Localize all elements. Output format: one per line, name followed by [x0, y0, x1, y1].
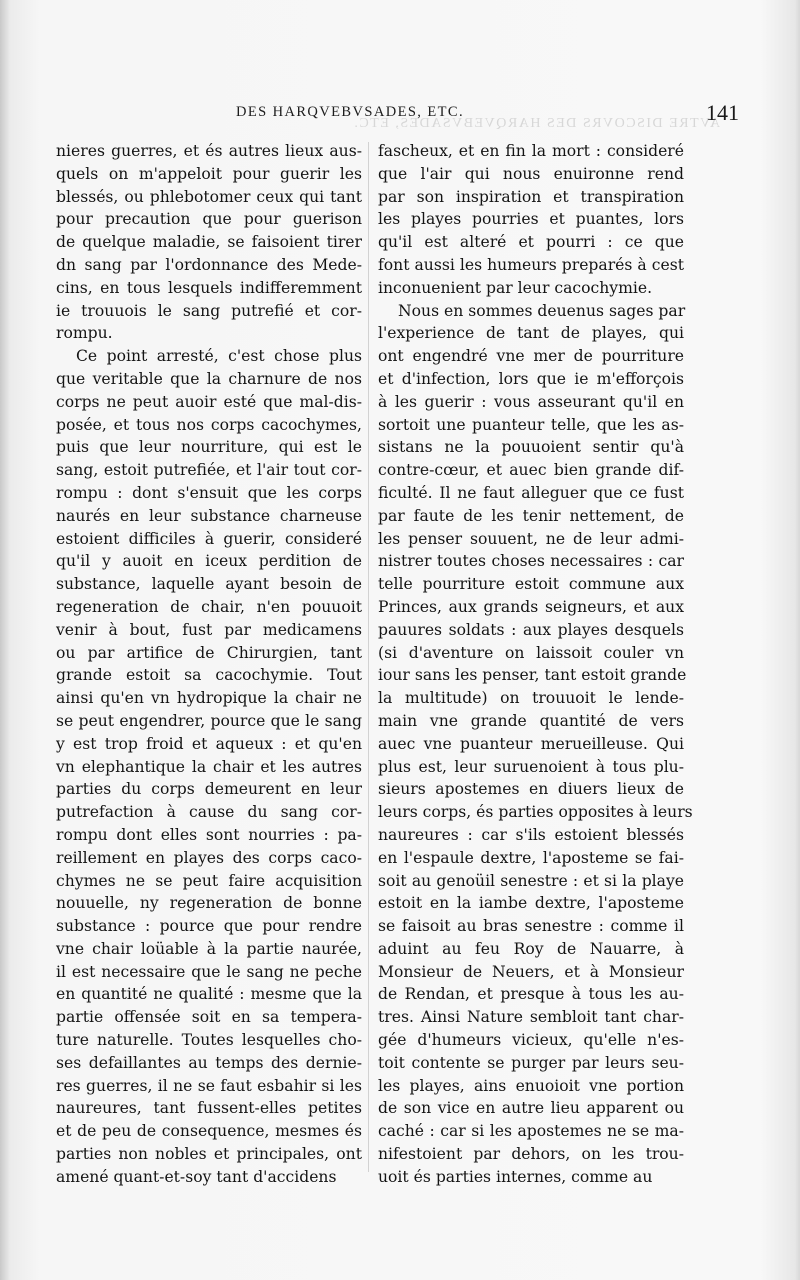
text-line: sortoit une puanteur telle, que les as-: [378, 415, 684, 434]
text-line: iour sans les penser, tant estoit grande: [378, 666, 687, 685]
text-line: Ce point arresté, c'est chose plus: [76, 347, 362, 366]
text-line: la multitude) on trouuoit le lende-: [378, 689, 684, 708]
text-line: estoit en la iambe dextre, l'aposteme: [378, 894, 684, 913]
text-line: dn sang par l'ordonnance des Mede-: [56, 255, 362, 274]
text-line: vne chair loüable à la partie naurée,: [56, 939, 362, 958]
text-line: chymes ne se peut faire acquisition: [56, 871, 362, 890]
text-line: se faisoit au bras senestre : comme il: [378, 917, 684, 936]
text-line: sang, estoit putrefiée, et l'air tout cor-: [56, 461, 362, 480]
right-text-column: [378, 140, 693, 1189]
text-line: font aussi les humeurs preparés à cest: [378, 255, 684, 274]
text-line: à les guerir : vous asseurant qu'il en: [378, 392, 684, 411]
text-line: par son inspiration et transpiration: [378, 187, 684, 206]
text-line: ainsi qu'en vn hydropique la chair ne: [56, 689, 362, 708]
text-line: regeneration de chair, n'en pouuoit: [56, 597, 362, 616]
text-line: naureures, tant fussent-elles petites: [56, 1099, 362, 1118]
text-line: qu'il y auoit en iceux perdition de: [56, 552, 362, 571]
text-line: que veritable que la charnure de nos: [56, 369, 362, 388]
text-line: rompu : dont s'ensuit que les corps: [56, 483, 362, 502]
text-line: pour precaution que pour guerison: [56, 210, 362, 229]
text-line: ie trouuois le sang putrefié et cor-: [56, 301, 362, 320]
text-line: caché : car si les apostemes ne se ma-: [378, 1122, 684, 1141]
text-line: naurés en leur substance charneuse: [56, 506, 362, 525]
text-line: en l'espaule dextre, l'aposteme se fai-: [378, 848, 684, 867]
text-line: par faute de les tenir nettement, de: [378, 506, 684, 525]
text-line: de quelque maladie, se faisoient tirer: [56, 233, 362, 252]
text-line: inconuenient par leur cacochymie.: [378, 278, 653, 297]
text-line: res guerres, il ne se faut esbahir si les: [56, 1076, 362, 1095]
text-line: (si d'aventure on laissoit couler vn: [378, 643, 684, 662]
text-line: grande estoit sa cacochymie. Tout: [56, 666, 362, 685]
text-line: auec vne puanteur merueilleuse. Qui: [378, 734, 684, 753]
left-text-column: [56, 140, 362, 1189]
text-line: rompu dont elles sont nourries : pa-: [56, 825, 362, 844]
text-line: les penser souuent, ne de leur admi-: [378, 529, 684, 548]
text-line: parties non nobles et principales, ont: [56, 1145, 362, 1164]
text-line: putrefaction à cause du sang cor-: [56, 803, 362, 822]
text-line: ficulté. Il ne faut alleguer que ce fust: [378, 483, 684, 502]
text-line: corps ne peut auoir esté que mal-dis-: [56, 392, 362, 411]
text-line: ture naturelle. Toutes lesquelles cho-: [56, 1031, 362, 1050]
text-line: ont engendré vne mer de pourriture: [378, 347, 684, 366]
text-line: en quantité ne qualité : mesme que la: [56, 985, 362, 1004]
text-line: ses defaillantes au temps des dernie-: [56, 1053, 362, 1072]
text-line: parties du corps demeurent en leur: [56, 780, 362, 799]
text-line: toit contente se purger par leurs seu-: [378, 1053, 684, 1072]
text-line: pauures soldats : aux playes desquels: [378, 620, 684, 639]
text-line: naureures : car s'ils estoient blessés: [378, 825, 684, 844]
text-line: contre-cœur, et auec bien grande dif-: [378, 461, 684, 480]
text-line: nieres guerres, et és autres lieux aus-: [56, 142, 362, 160]
text-line: sieurs apostemes en diuers lieux de: [378, 780, 684, 799]
text-line: de Rendan, et presque à tous les au-: [378, 985, 684, 1004]
text-line: blessés, ou phlebotomer ceux qui tant: [56, 187, 362, 206]
text-line: que l'air qui nous enuironne rend: [378, 164, 684, 183]
text-line: vn elephantique la chair et les autres: [56, 757, 362, 776]
text-line: estoient difficiles à guerir, consideré: [56, 529, 362, 548]
text-line: quels on m'appeloit pour guerir les: [56, 164, 362, 183]
text-line: telle pourriture estoit commune aux: [378, 575, 684, 594]
text-line: y est trop froid et aqueux : et qu'en: [56, 734, 362, 753]
text-line: Princes, aux grands seigneurs, et aux: [378, 597, 684, 616]
text-line: de son vice en autre lieu apparent ou: [378, 1099, 684, 1118]
text-line: plus est, leur suruenoient à tous plu-: [378, 757, 684, 776]
text-line: et d'infection, lors que ie m'efforçois: [378, 369, 684, 388]
text-line: nistrer toutes choses necessaires : car: [378, 552, 684, 571]
bleed-through-text: AVTRE DISCOVRS DES HARQVEBVSADES, ETC.: [352, 116, 720, 131]
text-line: partie offensée soit en sa tempera-: [56, 1008, 362, 1027]
text-line: venir à bout, fust par medicamens: [56, 620, 362, 639]
text-line: aduint au feu Roy de Nauarre, à: [378, 939, 684, 958]
text-line: qu'il est alteré et pourri : ce que: [378, 233, 684, 252]
text-line: gée d'humeurs vicieux, qu'elle n'es-: [378, 1031, 684, 1050]
text-line: substance, laquelle ayant besoin de: [56, 575, 362, 594]
text-line: cins, en tous lesquels indifferemment: [56, 278, 362, 297]
text-line: posée, et tous nos corps cacochymes,: [56, 415, 362, 434]
text-line: rompu.: [56, 324, 113, 343]
text-line: leurs corps, és parties opposites à leurs: [378, 803, 693, 822]
text-line: l'experience de tant de playes, qui: [378, 324, 684, 343]
text-line: uoit és parties internes, comme au: [378, 1167, 653, 1186]
text-line: reillement en playes des corps caco-: [56, 848, 362, 867]
text-line: puis que leur nourriture, qui est le: [56, 438, 362, 457]
text-line: les playes, ains enuoioit vne portion: [378, 1076, 684, 1095]
text-line: fascheux, et en fin la mort : consideré: [378, 142, 684, 160]
running-head: DES HARQVEBVSADES, ETC.: [236, 104, 464, 120]
text-line: tres. Ainsi Nature sembloit tant char-: [378, 1008, 684, 1027]
text-line: ou par artifice de Chirurgien, tant: [56, 643, 362, 662]
text-line: il est necessaire que le sang ne peche: [56, 962, 362, 981]
text-line: se peut engendrer, pource que le sang: [56, 711, 362, 730]
text-line: main vne grande quantité de vers: [378, 711, 684, 730]
text-line: Monsieur de Neuers, et à Monsieur: [378, 962, 684, 981]
text-line: nouuelle, ny regeneration de bonne: [56, 894, 362, 913]
text-line: et de peu de consequence, mesmes és: [56, 1122, 362, 1141]
text-line: soit au genoüil senestre : et si la playe: [378, 871, 684, 890]
text-line: les playes pourries et puantes, lors: [378, 210, 684, 229]
text-line: amené quant-et-soy tant d'accidens: [56, 1167, 337, 1186]
text-line: Nous en sommes deuenus sages par: [398, 301, 686, 320]
page-number: 141: [706, 100, 739, 125]
text-line: nifestoient par dehors, on les trou-: [378, 1145, 684, 1164]
text-line: substance : pource que pour rendre: [56, 917, 362, 936]
text-line: sistans ne la pouuoient sentir qu'à: [378, 438, 684, 457]
column-divider: [368, 142, 369, 1172]
